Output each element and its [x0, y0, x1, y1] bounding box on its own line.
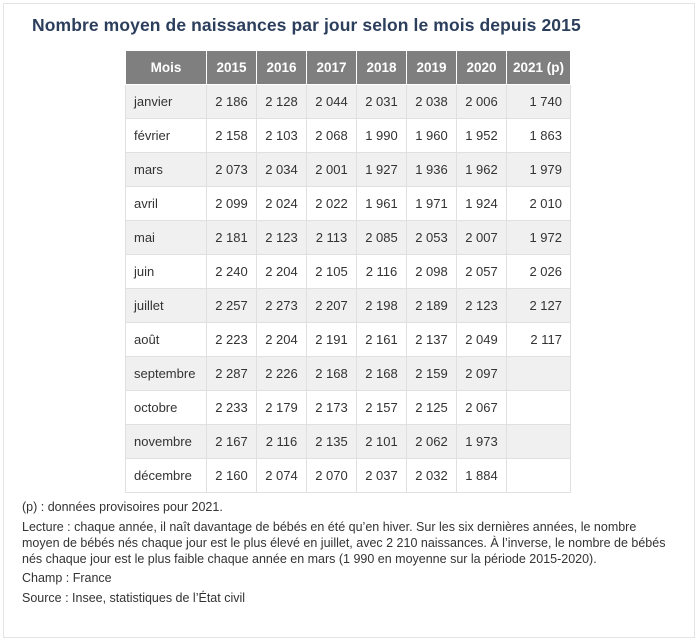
value-cell: 2 207	[307, 289, 357, 323]
note-reading: Lecture : chaque année, il naît davantage de bébés en été qu’en hiver. Sur les six dernières années, le nombre moyen de bébés nés chaque jour est le plus élevé en juillet, avec 2 210 naissances. À l’inverse, le nombre de bébés nés chaque jour est le plus faible chaque année en mars (1 990 en moyenne sur la période 2015-2020).	[22, 519, 666, 566]
value-cell: 1 973	[457, 425, 507, 459]
month-cell: octobre	[126, 391, 207, 425]
header-2019: 2019	[407, 51, 457, 85]
value-cell: 2 186	[207, 85, 257, 119]
value-cell: 2 123	[457, 289, 507, 323]
page-title: Nombre moyen de naissances par jour selon le mois depuis 2015	[32, 15, 581, 35]
value-cell: 2 006	[457, 85, 507, 119]
note-scope: Champ : France	[22, 571, 112, 585]
value-cell: 2 001	[307, 153, 357, 187]
value-cell: 2 103	[257, 119, 307, 153]
value-cell	[507, 459, 571, 493]
value-cell	[507, 357, 571, 391]
value-cell: 2 189	[407, 289, 457, 323]
value-cell: 1 990	[357, 119, 407, 153]
table-row	[126, 425, 571, 459]
month-cell: mars	[126, 153, 207, 187]
value-cell: 1 863	[507, 119, 571, 153]
value-cell: 2 181	[207, 221, 257, 255]
value-cell: 2 191	[307, 323, 357, 357]
value-cell: 2 223	[207, 323, 257, 357]
value-cell	[507, 391, 571, 425]
value-cell: 2 062	[407, 425, 457, 459]
note-source: Source : Insee, statistiques de l’État civil	[22, 590, 246, 605]
value-cell: 2 067	[457, 391, 507, 425]
table-header-row	[126, 51, 571, 85]
value-cell: 2 113	[307, 221, 357, 255]
value-cell: 1 972	[507, 221, 571, 255]
value-cell: 2 137	[407, 323, 457, 357]
value-cell: 2 159	[407, 357, 457, 391]
value-cell: 2 073	[207, 153, 257, 187]
value-cell	[507, 425, 571, 459]
value-cell: 2 233	[207, 391, 257, 425]
header-2017: 2017	[307, 51, 357, 85]
month-cell: juin	[126, 255, 207, 289]
value-cell: 2 034	[257, 153, 307, 187]
value-cell: 2 161	[357, 323, 407, 357]
value-cell: 2 057	[457, 255, 507, 289]
value-cell: 1 962	[457, 153, 507, 187]
value-cell: 2 024	[257, 187, 307, 221]
month-cell: février	[126, 119, 207, 153]
value-cell: 2 032	[407, 459, 457, 493]
value-cell: 2 049	[457, 323, 507, 357]
notes	[22, 499, 672, 609]
table-row	[126, 289, 571, 323]
value-cell: 2 287	[207, 357, 257, 391]
value-cell: 1 884	[457, 459, 507, 493]
table-row	[126, 357, 571, 391]
header-2016: 2016	[257, 51, 307, 85]
table-row	[126, 459, 571, 493]
value-cell: 2 158	[207, 119, 257, 153]
value-cell: 2 037	[357, 459, 407, 493]
table-row	[126, 119, 571, 153]
value-cell: 1 971	[407, 187, 457, 221]
value-cell: 1 924	[457, 187, 507, 221]
value-cell: 1 979	[507, 153, 571, 187]
table-body	[126, 85, 571, 493]
header-2018: 2018	[357, 51, 407, 85]
header-2021: 2021 (p)	[507, 51, 571, 85]
value-cell: 2 173	[307, 391, 357, 425]
value-cell: 1 927	[357, 153, 407, 187]
value-cell: 2 160	[207, 459, 257, 493]
value-cell: 2 044	[307, 85, 357, 119]
month-cell: janvier	[126, 85, 207, 119]
month-cell: septembre	[126, 357, 207, 391]
value-cell: 2 085	[357, 221, 407, 255]
value-cell: 1 961	[357, 187, 407, 221]
value-cell: 2 022	[307, 187, 357, 221]
value-cell: 2 098	[407, 255, 457, 289]
month-cell: mai	[126, 221, 207, 255]
value-cell: 2 010	[507, 187, 571, 221]
value-cell: 2 068	[307, 119, 357, 153]
value-cell: 2 125	[407, 391, 457, 425]
value-cell: 2 099	[207, 187, 257, 221]
value-cell: 2 168	[307, 357, 357, 391]
header-mois: Mois	[126, 51, 207, 85]
value-cell: 2 273	[257, 289, 307, 323]
value-cell: 2 116	[257, 425, 307, 459]
value-cell: 2 157	[357, 391, 407, 425]
births-table	[125, 50, 571, 493]
value-cell: 2 168	[357, 357, 407, 391]
header-2015: 2015	[207, 51, 257, 85]
value-cell: 1 936	[407, 153, 457, 187]
value-cell: 2 031	[357, 85, 407, 119]
value-cell: 2 226	[257, 357, 307, 391]
value-cell: 1 960	[407, 119, 457, 153]
header-2020: 2020	[457, 51, 507, 85]
value-cell: 2 198	[357, 289, 407, 323]
value-cell: 2 123	[257, 221, 307, 255]
value-cell: 2 074	[257, 459, 307, 493]
value-cell: 2 240	[207, 255, 257, 289]
table-row	[126, 255, 571, 289]
month-cell: décembre	[126, 459, 207, 493]
value-cell: 2 167	[207, 425, 257, 459]
value-cell: 2 070	[307, 459, 357, 493]
note-provisional: (p) : données provisoires pour 2021.	[22, 500, 223, 514]
month-cell: juillet	[126, 289, 207, 323]
value-cell: 2 128	[257, 85, 307, 119]
value-cell: 2 117	[507, 323, 571, 357]
value-cell: 1 952	[457, 119, 507, 153]
value-cell: 2 135	[307, 425, 357, 459]
value-cell: 2 179	[257, 391, 307, 425]
value-cell: 2 101	[357, 425, 407, 459]
value-cell: 1 740	[507, 85, 571, 119]
table-row	[126, 187, 571, 221]
table-row	[126, 153, 571, 187]
value-cell: 2 105	[307, 255, 357, 289]
month-cell: août	[126, 323, 207, 357]
value-cell: 2 053	[407, 221, 457, 255]
month-cell: avril	[126, 187, 207, 221]
month-cell: novembre	[126, 425, 207, 459]
value-cell: 2 038	[407, 85, 457, 119]
table-row	[126, 85, 571, 119]
value-cell: 2 026	[507, 255, 571, 289]
table-row	[126, 323, 571, 357]
value-cell: 2 097	[457, 357, 507, 391]
value-cell: 2 007	[457, 221, 507, 255]
value-cell: 2 257	[207, 289, 257, 323]
table-row	[126, 391, 571, 425]
value-cell: 2 127	[507, 289, 571, 323]
table-row	[126, 221, 571, 255]
value-cell: 2 204	[257, 255, 307, 289]
value-cell: 2 116	[357, 255, 407, 289]
value-cell: 2 204	[257, 323, 307, 357]
